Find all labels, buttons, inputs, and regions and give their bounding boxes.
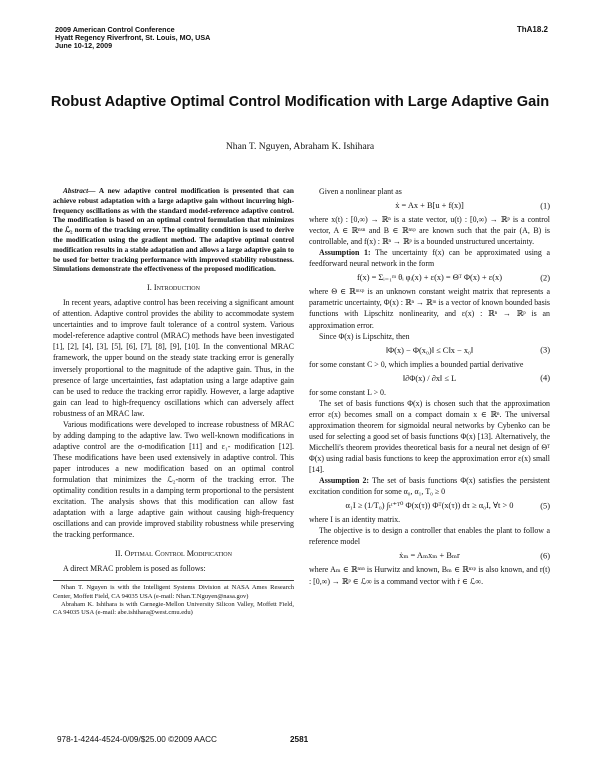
left-column [53,186,294,617]
conference-header [55,26,210,50]
isbn-footer: 978-1-4244-4524-0/09/$25.00 ©2009 AACC [57,735,217,744]
equation-2-number: (2) [540,273,550,283]
equation-3-body: ‖Φ(x) − Φ(x₀)‖ ≤ C‖x − x₀‖ [385,345,474,355]
equation-6-number: (6) [540,551,550,561]
assumption-2-label: Assumption 2: [319,476,370,486]
lipschitz-text: Since Φ(x) is Lipschitz, then [319,331,410,341]
paragraph-after-eq5: where I is an identity matrix. [309,515,401,525]
equation-5-body: α₁I ≥ (1/T₀) ∫ₜᵗ⁺ᵀ⁰ Φ(x(τ)) Φᵀ(x(τ)) dτ ≥ α₀I, ∀t > 0 [345,501,514,511]
equation-1-number: (1) [540,201,550,211]
equation-5 [309,500,550,511]
page-number: 2581 [290,735,309,744]
equation-3-number: (3) [540,345,550,355]
equation-1 [309,200,550,211]
right-column [309,186,550,587]
equation-5-number: (5) [540,501,550,511]
basis-paragraph: The set of basis functions Φ(x) is chosen such that the approximation error ε(x) becomes small on a compact domain x ∈ ℝⁿ. The universal approximation theorem for sigmoidal neural networks by Cybenko can be used for selecting a good set of basis functions Φ(x) [13]. Alternatively, the Micchelli's theorem provides theoretical basis for a neural net design of Θᵀ Φ(x) using radial basis functions to keep the approximation error ε(x) small [14]. [309,398,550,475]
equation-6-body: ẋₘ = Aₘxₘ + Bₘr [399,551,460,561]
objective-paragraph: The objective is to design a controller that enables the plant to follow a reference model [309,526,550,547]
equation-2 [309,272,550,283]
footnotes [53,580,294,617]
abstract [53,186,294,274]
assumption-2 [309,475,550,497]
assumption-1 [309,247,550,269]
conference-venue: Hyatt Regency Riverfront, St. Louis, MO, USA [55,33,211,42]
paper-authors: Nhan T. Nguyen, Abraham K. Ishihara [225,141,375,152]
equation-1-body: ẋ = Ax + B[u + f(x)] [395,201,464,211]
footnote-nguyen: Nhan T. Nguyen is with the Intelligent Systems Division at NASA Ames Research Center, Moffett Field, CA 94035 USA (e-mail: Nhan.T.Nguyen@nasa.gov) [53,584,294,600]
conference-dates: June 10-12, 2009 [55,41,113,50]
paper-title: Robust Adaptive Optimal Control Modification with Large Adaptive Gain [50,94,550,110]
paragraph-after-eq4: for some constant L > 0. [309,387,386,397]
abstract-text: — A new adaptive control modification is presented that can achieve robust adaptation with a large adaptive gain without incurring high-frequency oscillations as with the standard model-reference adaptive control. The modification is based on an optimal control formulation that minimizes the ℒ₂ norm of the tracking error. The optimality condition is used to derive the modification using the gradient method. The adaptive optimal control modification results in a stable adaptation and allows a large adaptive gain to be used for better tracking performance with improved stability robustness. Simulations demonstrate the effectiveness of the proposed modification. [53,186,294,274]
intro-paragraph-1: In recent years, adaptive control has been receiving a significant amount of attention. Adaptive control provides the ability to accommodate system uncertainties and to improve fault tolerance of a control system. Various model-reference adaptive control (MRAC) methods have been investigated [1], [2], [4], [3], [5], [6], [7], [8], [9], [10]. In the conventional MRAC framework, the upper bound on the steady state tracking error is generally inversely proportional to the magnitude of the adaptive gain. Thus, in the presence of large uncertainties, fast adaptation using a large adaptive gain can be used to reduce the tracking error rapidly. However, a large adaptive gain can lead to high-frequency oscillations which can adversely affect robustness of an MRAC law. [53,298,294,418]
footnote-ishihara: Abraham K. Ishihara is with Carnegie-Mellon University Silicon Valley, Moffett Field, CA 94035 USA (e-mail: abe.ishihara@west.cmu.edu) [53,600,294,616]
conference-name: 2009 American Control Conference [55,25,175,34]
equation-6 [309,550,550,561]
paragraph-after-eq2: where Θ ∈ ℝᵐˣᵖ is an unknown constant weight matrix that represents a parametric uncertainty, Φ(x) : ℝⁿ → ℝᵐ is a vector of known bounded basis functions with Lipschitz nonlinearity, and ε(x) : ℝⁿ → ℝᵖ is an approximation error. [309,287,550,330]
assumption-1-label: Assumption 1: [319,248,371,258]
equation-4-number: (4) [540,373,550,383]
section2-heading: II. Optimal Control Modification [115,549,232,559]
assumption-1-text: The uncertainty f(x) can be approximated using a feedforward neural network in the form [309,248,551,269]
paragraph-after-eq1: where x(t) : [0,∞) → ℝⁿ is a state vector, u(t) : [0,∞) → ℝᵖ is a control vector, A ∈ ℝⁿˣⁿ and B ∈ ℝⁿˣᵖ are known such that the pair (A, B) is controllable, and f(x) : ℝⁿ → ℝᵖ is a bounded unstructured uncertainty. [309,215,550,247]
assumption-2-text: The set of basis functions Φ(x) satisfies the persistent excitation condition for some α₀, α₁, T₀ ≥ 0 [309,476,551,497]
equation-4 [309,373,550,384]
equation-4-body: ‖∂Φ(x) / ∂x‖ ≤ L [402,373,457,383]
section2-paragraph-1: A direct MRAC problem is posed as follows: [63,564,206,574]
intro-heading: I. Introduction [147,283,200,293]
session-code: ThA18.2 [516,25,548,34]
plant-intro: Given a nonlinear plant as [319,187,402,196]
paragraph-after-eq6: where Aₘ ∈ ℝⁿˣⁿ is Hurwitz and known, Bₘ ∈ ℝⁿˣᵖ is also known, and r(t) : [0,∞) → ℝᵖ ∈ ℒ∞ is a command vector with ṙ ∈ ℒ∞. [309,565,550,586]
intro-paragraph-2: Various modifications were developed to increase robustness of MRAC by adding damping to the adaptive law. Two well-known modifications in adaptive control are the σ-modification [11] and ε₁- modification [12]. These modifications have been used extensively in adaptive control. This paper introduces a new modification based on an optimal control formulation that minimizes the ℒ₂-norm of the tracking error. The optimality condition results in a damping term proportional to the persistent excitation. The analysis shows that this modification can allow fast adaptation with a large adaptive gain without causing high-frequency oscillations and can provide improved stability robustness while preserving the tracking performance. [53,419,294,540]
abstract-label: Abstract [63,186,89,195]
equation-2-body: f(x) = Σᵢ₌₁ᵐ θᵢ φᵢ(x) + ε(x) = Θᵀ Φ(x) + ε(x) [356,273,503,283]
equation-3 [309,345,550,356]
paragraph-after-eq3: for some constant C > 0, which implies a bounded partial derivative [309,359,524,369]
